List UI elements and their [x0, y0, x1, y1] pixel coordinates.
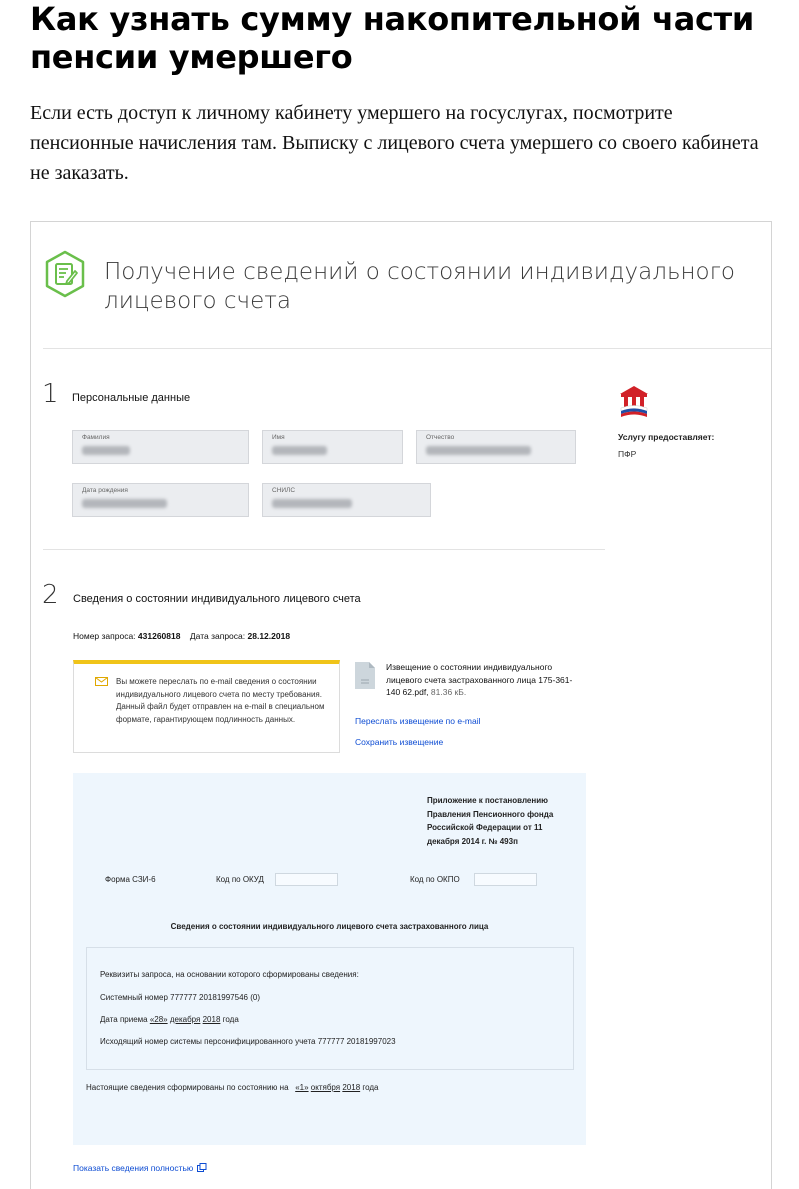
as-of-year: 2018 — [342, 1083, 361, 1092]
notice-text: Вы можете переслать по e-mail сведения о состоянии индивидуального лицевого счета по месту требования. Данный файл будет отправлен на e-mail в специальном формате, гарантирующем подлинность данных. — [116, 677, 325, 724]
outgoing-number: Исходящий номер системы персонифицированного учета 777777 20181997023 — [100, 1037, 396, 1046]
article-title: Как узнать сумму накопительной части пенсии умершего — [30, 0, 755, 76]
system-number: Системный номер 777777 20181997546 (0) — [100, 993, 260, 1002]
request-date-label: Дата запроса: — [189, 631, 246, 641]
envelope-icon — [95, 677, 108, 686]
gosuslugi-screenshot — [30, 221, 772, 1189]
blurred-value — [82, 446, 130, 455]
provider-label: Услугу предоставляет: — [618, 432, 715, 442]
receipt-date — [100, 1015, 239, 1024]
copy-icon — [197, 1163, 207, 1172]
snils-field[interactable] — [262, 483, 431, 517]
step-2-number: 2 — [42, 580, 59, 610]
as-of-line — [86, 1083, 379, 1092]
receipt-date-suffix: года — [222, 1015, 239, 1024]
patronymic-field[interactable] — [416, 430, 576, 464]
pdf-file-icon — [355, 662, 375, 689]
okpo-label: Код по ОКПО — [410, 875, 460, 884]
divider — [43, 348, 771, 349]
document-size: 81.36 кБ. — [430, 687, 467, 697]
pfr-logo — [618, 385, 650, 419]
as-of-day: «1» — [295, 1083, 309, 1092]
as-of-suffix: года — [362, 1083, 379, 1092]
name-field[interactable] — [262, 430, 403, 464]
request-number: 431260818 — [137, 631, 181, 641]
requisites-label: Реквизиты запроса, на основании которого сформированы сведения: — [100, 970, 359, 979]
step-1-title: Персональные данные — [72, 392, 191, 404]
document-info — [386, 661, 586, 699]
article-lead: Если есть доступ к личному кабинету умершего на госуслугах, посмотрите пенсионные начисления там. Выписку с лицевого счета умершего со своего кабинета не заказать. — [30, 102, 759, 184]
as-of-prefix: Настоящие сведения сформированы по состоянию на — [86, 1083, 289, 1092]
birth-date-label: Дата рождения — [82, 487, 128, 494]
blurred-value — [426, 446, 531, 455]
form-code: Форма СЗИ-6 — [105, 875, 156, 884]
surname-label: Фамилия — [82, 434, 110, 441]
step-2-title: Сведения о состоянии индивидуального лицевого счета — [73, 593, 361, 605]
show-full-label: Показать сведения полностью — [73, 1163, 194, 1173]
step-1-number: 1 — [42, 379, 59, 409]
as-of-month: октября — [310, 1083, 341, 1092]
request-date: 28.12.2018 — [247, 631, 291, 641]
document-name: Извещение о состоянии индивидуального лицевого счета застрахованного лица 175-361-140 62.pdf, — [386, 662, 573, 697]
requisites-box — [86, 947, 574, 1070]
name-label: Имя — [272, 434, 285, 441]
document-pencil-icon — [41, 250, 89, 298]
statement-title: Сведения о состоянии индивидуального лицевого счета застрахованного лица — [170, 922, 489, 931]
patronymic-label: Отчество — [426, 434, 455, 441]
request-info — [73, 631, 290, 641]
okud-label: Код по ОКУД — [216, 875, 264, 884]
forward-email-link[interactable]: Переслать извещение по e-mail — [355, 716, 481, 726]
blurred-value — [272, 446, 327, 455]
birth-date-field[interactable] — [72, 483, 249, 517]
receipt-date-year: 2018 — [202, 1015, 221, 1024]
request-number-label: Номер запроса: — [73, 631, 136, 641]
blurred-value — [82, 499, 167, 508]
okud-box — [275, 873, 338, 886]
statement-annex: Приложение к постановлению Правления Пенсионного фонда Российской Федерации от 11 декабря 2014 г. № 493п — [427, 796, 554, 846]
receipt-date-month: декабря — [169, 1015, 201, 1024]
snils-label: СНИЛС — [272, 487, 296, 494]
surname-field[interactable] — [72, 430, 249, 464]
receipt-date-day: «28» — [149, 1015, 168, 1024]
service-title: Получение сведений о состоянии индивидуального лицевого счета — [104, 259, 735, 314]
okpo-box — [474, 873, 537, 886]
receipt-date-prefix: Дата приема — [100, 1015, 148, 1024]
statement-preview — [73, 773, 586, 1145]
divider — [43, 549, 605, 550]
show-full-link[interactable] — [73, 1163, 207, 1173]
email-notice — [73, 660, 340, 753]
provider-name: ПФР — [618, 449, 637, 459]
blurred-value — [272, 499, 352, 508]
save-statement-link[interactable]: Сохранить извещение — [355, 737, 444, 747]
